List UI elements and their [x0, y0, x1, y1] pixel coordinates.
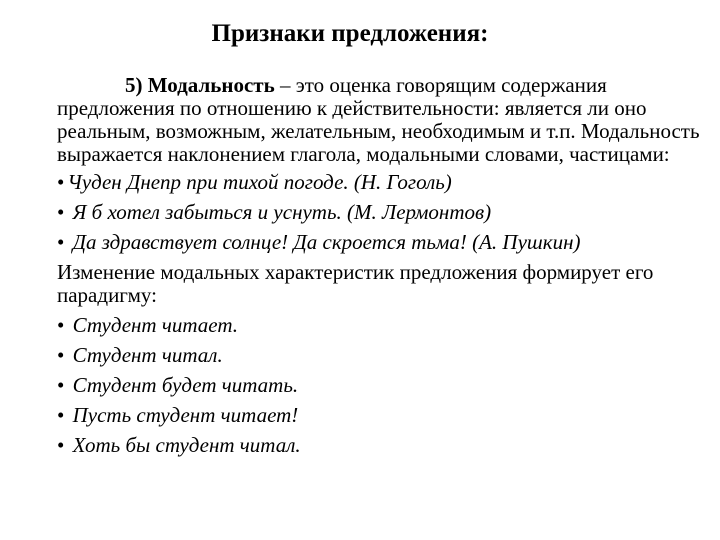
- paradigm-item-text: Пусть студент читает!: [72, 403, 299, 427]
- bullet-icon: •: [57, 343, 65, 367]
- bullet-icon: •: [57, 230, 65, 254]
- paradigm-item-text: Студент будет читать.: [72, 373, 299, 397]
- paradigm-item: [57, 404, 707, 427]
- paradigm-item: [57, 374, 707, 397]
- modality-definition: [57, 74, 707, 166]
- example-text: Чуден Днепр при тихой погоде. (Н. Гоголь): [67, 170, 452, 194]
- bullet-icon: •: [57, 170, 65, 194]
- example-text: Я б хотел забыться и уснуть. (М. Лермонтов): [72, 200, 492, 224]
- paradigm-item: [57, 314, 707, 337]
- paradigm-item: [57, 344, 707, 367]
- modality-definition-text: – это оценка говорящим содержания предложения по отношению к действительности: является ли оно реальным, возможным, желательным, необходимым и т.п. Модальность выражается наклонением глагола, модальными словами, частицами:: [57, 73, 700, 166]
- paradigm-item-text: Студент читает.: [72, 313, 239, 337]
- example-text: Да здравствует солнце! Да скроется тьма! (А. Пушкин): [72, 230, 581, 254]
- paradigm-item: [57, 434, 707, 457]
- bullet-icon: •: [57, 200, 65, 224]
- bullet-icon: •: [57, 433, 65, 457]
- bullet-icon: •: [57, 313, 65, 337]
- paradigm-text: Изменение модальных характеристик предложения формирует его парадигму:: [57, 260, 654, 307]
- bullet-icon: •: [57, 373, 65, 397]
- example-item: [57, 171, 707, 194]
- slide-title: Признаки предложения:: [211, 20, 489, 47]
- bullet-icon: •: [57, 403, 65, 427]
- modality-term: 5) Модальность: [125, 73, 275, 97]
- example-item: [57, 231, 707, 254]
- slide-body: [57, 74, 707, 457]
- paradigm-item-text: Студент читал.: [72, 343, 223, 367]
- paradigm-item-text: Хоть бы студент читал.: [72, 433, 301, 457]
- example-item: [57, 201, 707, 224]
